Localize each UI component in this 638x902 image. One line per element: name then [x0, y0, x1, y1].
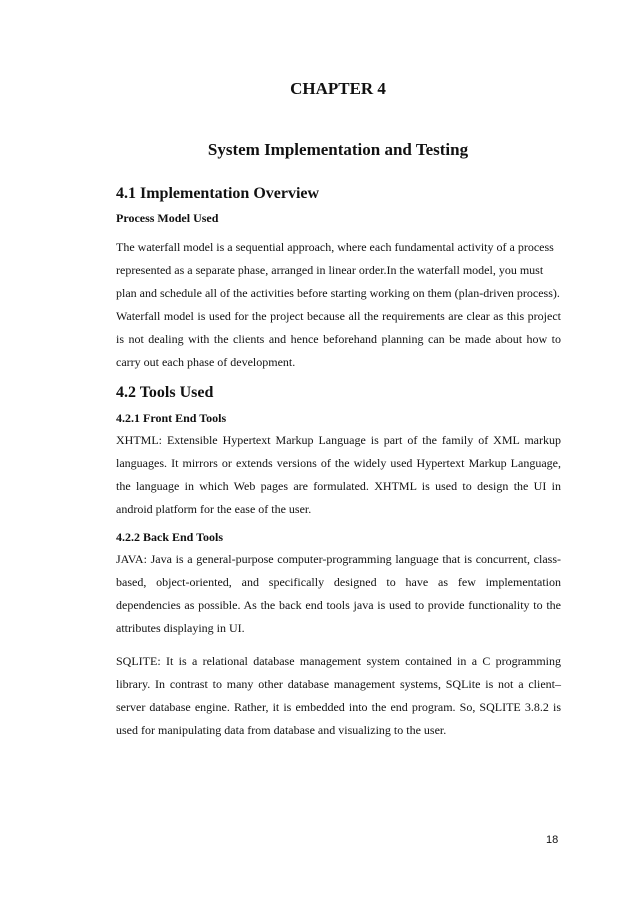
subheading-process-model: Process Model Used — [116, 211, 219, 225]
paragraph-xhtml: XHTML: Extensible Hypertext Markup Language is part of the family of XML markup languages. It mirrors or extends versions of the widely used Hypertext Markup Language, the language in which Web pages are formulated. XHTML is used to design the UI in android platform for the ease of the user. — [116, 433, 561, 516]
page-number: 18 — [546, 834, 559, 846]
section-heading-tools-used: 4.2 Tools Used — [116, 384, 214, 401]
subheading-front-end-tools: 4.2.1 Front End Tools — [116, 411, 227, 425]
section-heading-implementation-overview: 4.1 Implementation Overview — [116, 185, 320, 202]
chapter-label: CHAPTER 4 — [290, 79, 386, 98]
paragraph-java: JAVA: Java is a general-purpose computer-programming language that is concurrent, class-based, object-oriented, and specifically designed to have as few implementation dependencies as possible. As the back end tools java is used to provide functionality to the attributes displaying in UI. — [116, 552, 561, 635]
paragraph-waterfall-description: The waterfall model is a sequential approach, where each fundamental activity of a process represented as a separate phase, arranged in linear order.In the waterfall model, you must plan and schedule all of the activities before starting working on them (plan-driven process). — [116, 240, 560, 300]
page-content — [116, 183, 561, 742]
chapter-title: System Implementation and Testing — [207, 140, 469, 159]
subheading-back-end-tools: 4.2.2 Back End Tools — [116, 530, 224, 544]
paragraph-waterfall-usage: Waterfall model is used for the project because all the requirements are clear as this project is not dealing with the clients and hence beforehand planning can be made about how to carry out each phase of development. — [116, 309, 561, 369]
paragraph-sqlite: SQLITE: It is a relational database management system contained in a C programming library. In contrast to many other database management systems, SQLite is not a client–server database engine. Rather, it is embedded into the end program. So, SQLITE 3.8.2 is used for manipulating data from database and visualizing to the user. — [116, 654, 561, 737]
